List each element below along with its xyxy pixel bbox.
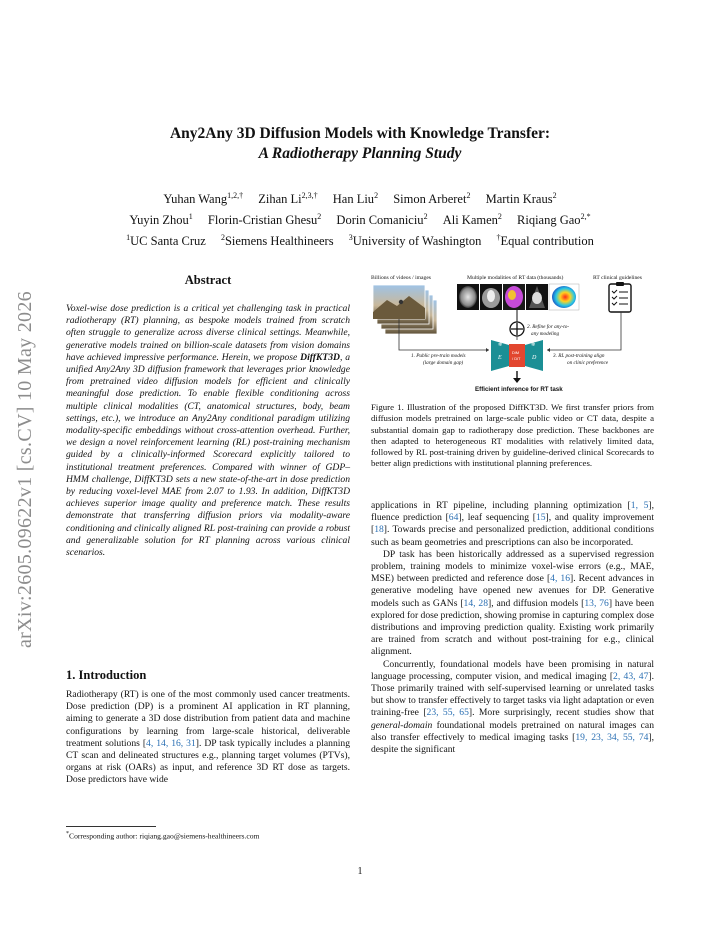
rt-modality-images [457,284,579,310]
footnote: *Corresponding author: riqiang.gao@siemens-healthineers.com [66,831,260,841]
right-column-body [371,500,654,756]
label-modalities: Multiple modalities of RT data (thousands) [467,275,564,281]
citation-link[interactable]: 4, 14, 16, 31 [146,737,196,749]
citation-link[interactable]: 19, 23, 34, 55, 74 [575,731,649,743]
author: Martin Kraus$^2$ [485,191,557,207]
citation-link[interactable]: 14, 28 [463,597,488,609]
step2-label: 2. Refine for any-to- [527,324,570,330]
title-line-2: A Radiotherapy Planning Study [258,145,462,162]
step1-label: 1. Public pre-train models [411,353,466,359]
affiliation: †Equal contribution [496,233,594,249]
figure-1 [371,272,654,396]
core-label: DiM [512,350,520,355]
core-label-cont: / DiT [512,356,521,361]
encoder-label: E [498,355,502,361]
citation-link[interactable]: 4, 16 [550,573,571,585]
video-frames-stack [373,285,437,334]
introduction-paragraph: Radiotherapy (RT) is one of the most commonly used cancer treatments. Dose prediction (DP) is a prominent AI application in RT planning, aiming to generate a 3D dose distribution from patient data and machine configurations by learning from large-scale historical, deliverable treatment solutions [4, 14, 16, 31]. DP task typically includes a planning CT scan and delineated structures e.g., planning target volumes (PTVs), organs at risk (OARs) as input, and reference 3D RT dose as targets. Dose predictors have wide [66,689,351,786]
author: Yuyin Zhou$^1$ [129,212,193,228]
citation-link[interactable]: 13, 76 [584,597,609,609]
abstract-heading: Abstract [184,273,232,287]
author: Dorin Comaniciu$^2$ [336,212,428,228]
author-row-1 [60,187,660,208]
diffusion-model-block [491,340,543,371]
emphasis: general-domain [371,719,433,731]
paragraph: applications in RT pipeline, including planning optimization [1, 5], fluence prediction [64], leaf sequencing [15], and quality improvement [18]. Towards precise and personalized prediction, additional conditions such as beam geometries and prescriptions can also be incorporated. [371,500,655,548]
frozen-snowflake-icon: ❄ [531,342,536,348]
step3-label: 3. RL post-training align [553,353,605,359]
author: Zihan $Li^{2,3,\dagger}$ [258,191,318,207]
citation-link[interactable]: 1, 5 [630,500,649,511]
author: Florin-Cristian Ghesu$^2$ [207,212,322,228]
figure-1-diagram [371,272,654,396]
arxiv-identifier-stamp: arXiv:2605.09622v1 [cs.CV] 10 May 2026 [14,291,36,649]
title-line-1: Any2Any 3D Diffusion Models with Knowledge Transfer: [169,125,551,142]
author: Simon Arberet$^2$ [393,191,471,207]
citation-link[interactable]: 23, 55, 65 [426,707,469,719]
footnote-divider [66,826,156,827]
affiliation: $^2$Siemens Healthineers [220,233,334,249]
fusion-plus-icon [510,310,524,336]
step2-label-cont: any modeling [531,331,560,337]
author: Han Liu$^2$ [332,191,379,207]
method-name: DiffKT3D [300,351,340,363]
label-videos: Billions of videos / images [371,275,431,281]
frozen-snowflake-icon: ❄ [498,342,503,348]
author: Yuhan Wang$^{1,2,\dagger}$ [163,191,244,207]
label-guidelines: RT clinical guidelines [593,275,642,281]
section-heading-introduction: 1. Introduction [66,668,147,682]
author-block [60,187,660,250]
step3-label-cont: on clinic preference [567,360,609,366]
paragraph: Concurrently, foundational models have been promising in natural language processing, computer vision, and medical imaging [2, 43, 47]. Those primarily trained with self-supervised learning or unrelated tasks but show to transfer effectively to target tasks via light adaptation or even training-free [23, 55, 65]. More surprisingly, recent studies show that general-domain foundational models pretrained on natural images can also transfer effectively to medical imaging tasks [19, 23, 34, 55, 74], despite the significant [371,658,655,756]
clipboard-checklist-icon [609,282,631,312]
inference-label: Efficient inference for RT task [475,386,563,393]
citation-link[interactable]: 18 [374,524,384,536]
citation-link[interactable]: 64 [448,512,459,524]
affiliation: $^3$University of Washington [348,233,482,249]
affiliations-row [60,229,660,250]
affiliation: $^1$UC Santa Cruz [126,233,206,249]
citation-link[interactable]: 15 [535,512,546,524]
figure-1-caption: Figure 1. Illustration of the proposed DiffKT3D. We first transfer priors from diffusion models pretrained on large-scale public video or CT data, despite a substantial domain gap to radiotherapy dose prediction. These backbones are then adapted to heterogeneous RT modalities with relatively limited data, followed by RL post-training driven by guideline-derived clinical Scorecards to better align predictions with institutional planning preferences. [371,402,654,469]
citation-link[interactable]: 2, 43, 47 [613,670,649,682]
decoder-label: D [532,355,537,361]
page-number: 1 [357,866,363,877]
abstract-body: Voxel-wise dose prediction is a critical yet challenging task in practical radiotherapy (RT) planning, as bespoke models trained from scratch often struggle to generalize across diverse clinical settings. Meanwhile, generative models trained on billion-scale datasets from vision domains have achieved impressive performance. Herein, we propose DiffKT3D, a unified Any2Any 3D diffusion framework that leverages prior knowledge from pretrained video diffusion models for efficient and clinically meaningful dose prediction. To enable flexible conditioning across multiple clinical modalities (CT, anatomical structures, body, beam settings, etc.), we introduce an Any2Any conditional paradigm utilizing modality-specific embeddings without cross-attention overhead. Further, we design a novel reinforcement learning (RL) post-training mechanism guided by a clinically-informed Scorecard explicitly tailored to institutional treatment preferences. Compared with winner of GDP–HMM challenge, DiffKT3D sets a new state-of-the-art in dose prediction by reducing voxel-level MAE from 2.07 to 1.93. In addition, DiffKT3D achieves superior image quality and preference match. These results demonstrate that transferring diffusion priors via modality-aware conditioning and clinically aligned RL post-training can provide a robust and generalizable solution for RT planning across various clinical scenarios. [66,303,350,559]
author-row-2 [60,208,660,229]
author: Ali Kamen$^2$ [442,212,502,228]
paper-title [60,124,660,164]
author: Riqiang Gao$^{2,*}$ [517,212,591,228]
paragraph: DP task has been historically addressed as a supervised regression problem, training models to minimize voxel-wise errors (e.g., MAE, MSE) between predicted and reference dose [4, 16]. Recent advances in generative modeling have opened new avenues for DP. Generative models such as GANs [14, 28], and diffusion models [13, 76] have been explored for dose prediction, showing promise in capturing complex dose distributions and improving prediction quality. Existing work primarily are trained from scratch and without post-training for e.g., clinical alignment. [371,548,655,658]
step1-label-cont: (large domain gap) [423,360,464,366]
